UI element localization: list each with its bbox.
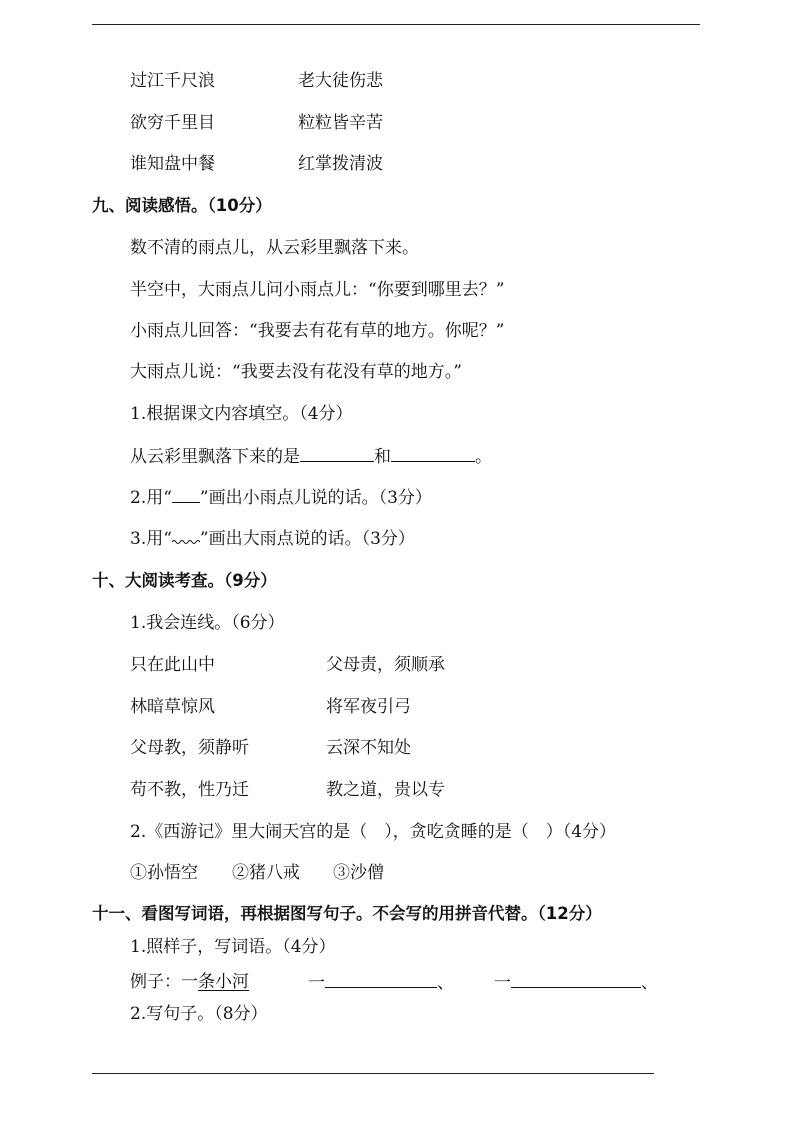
poem-right-2: 粒粒皆辛苦 [298,113,383,133]
section11-q1: 1.照样子，写词语。（4分） [130,937,336,957]
match-left-4: 苟不教，性乃迁 [130,780,249,800]
option-3: ③沙僧 [333,863,384,883]
example-word: 条小河 [198,972,249,992]
passage-line-4: 大雨点儿说：“我要去没有花没有草的地方。” [130,362,462,382]
bottom-rule [92,1073,654,1074]
poem-right-3: 红掌拨清波 [298,154,383,174]
word-blank-1[interactable] [325,971,437,988]
q2-prefix: 2.用“ [130,488,172,508]
section9-q3 [130,528,415,550]
section9-heading: 九、阅读感悟。（10分） [92,196,272,215]
match-right-4: 教之道，贵以专 [326,780,445,800]
section10-heading: 十、大阅读考查。（9分） [92,571,277,590]
match-left-1: 只在此山中 [130,655,215,675]
answer-blank-2[interactable] [391,445,475,462]
poem-left-2: 欲穷千里目 [130,113,215,133]
section9-q1: 1.根据课文内容填空。（4分） [130,404,353,424]
fill-and: 和 [374,447,391,467]
poem-right-1: 老大徒伤悲 [298,71,383,91]
word-blank-line-1 [308,971,454,994]
section10-q1: 1.我会连线。（6分） [130,613,285,633]
match-right-1: 父母责，须顺承 [326,655,445,675]
section9-q1-fill [130,445,492,468]
passage-line-3: 小雨点儿回答：“我要去有花有草的地方。你呢？” [130,321,505,341]
passage-line-1: 数不清的雨点儿，从云彩里飘落下来。 [130,238,419,258]
match-right-3: 云深不知处 [326,738,411,758]
word-blank-line-2 [494,971,658,994]
option-1: ①孙悟空 [130,863,198,883]
q2-suffix: ”画出小雨点儿说的话。（3分） [199,488,432,508]
fill-end: 。 [475,447,492,467]
match-left-3: 父母教，须静听 [130,738,249,758]
match-right-2: 将军夜引弓 [326,697,411,717]
word-blank-2[interactable] [511,971,641,988]
blank-prefix-1: 一 [308,973,325,993]
section11-heading: 十一、看图写词语，再根据图写句子。不会写的用拼音代替。（12分） [92,904,602,923]
section9-q2 [130,486,432,509]
section11-q2: 2.写句子。（8分） [130,1004,268,1024]
example-line [130,971,249,993]
poem-left-1: 过江千尺浪 [130,71,215,91]
q3-suffix: ”画出大雨点说的话。（3分） [199,529,415,549]
wavy-underline-symbol [172,528,200,544]
option-2: ②猪八戒 [232,863,300,883]
top-rule [92,24,700,25]
match-left-2: 林暗草惊风 [130,697,215,717]
blank-prefix-2: 一 [494,973,511,993]
separator-1: 、 [437,973,454,993]
straight-underline-symbol [172,486,200,503]
passage-line-2: 半空中，大雨点儿问小雨点儿：“你要到哪里去？” [130,280,505,300]
q3-prefix: 3.用“ [130,529,172,549]
fill-prefix: 从云彩里飘落下来的是 [130,447,300,467]
separator-2: 、 [641,973,658,993]
section10-q2: 2.《西游记》里大闹天宫的是（ ），贪吃贪睡的是（ ）（4分） [130,822,617,842]
poem-left-3: 谁知盘中餐 [130,154,215,174]
answer-blank-1[interactable] [300,445,374,462]
example-label: 例子：一 [130,972,198,992]
